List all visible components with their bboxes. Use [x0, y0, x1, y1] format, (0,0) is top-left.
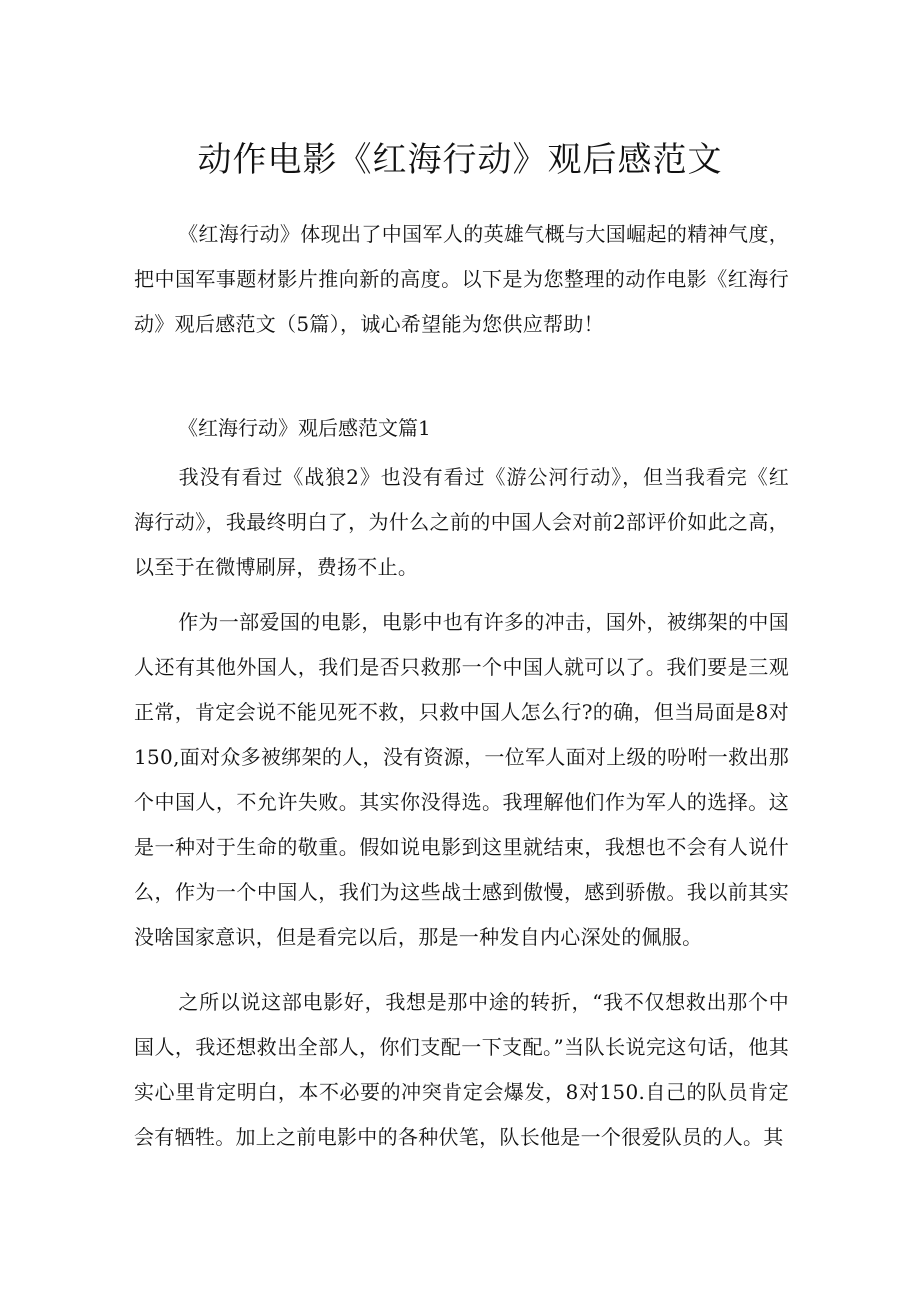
body-paragraph-text: 之所以说这部电影好，我想是那中途的转折，“我不仅想救出那个中国人，我还想救出全部人，你们支配一下支配。”当队长说完这句话，他其实心里肯定明白，本不必要的冲突肯定会爆发，8对150.自己的队员肯定会有牺牲。加上之前电影中的各种伏笔，队长他是一个很爱队员的人。其 — [134, 990, 789, 1149]
body-paragraph-text: 作为一部爱国的电影，电影中也有许多的冲击，国外，被绑架的中国人还有其他外国人，我们是否只救那一个中国人就可以了。我们要是三观正常，肯定会说不能见死不救，只救中国人怎么行?的确，但当局面是8对150,面对众多被绑架的人，没有资源，一位军人面对上级的吩咐一救出那个中国人，不允许失败。其实你没得选。我理解他们作为军人的选择。这是一种对于生命的敬重。假如说电影到这里就结束，我想也不会有人说什么，作为一个中国人，我们为这些战士感到傲慢，感到骄傲。我以前其实没啥国家意识，但是看完以后，那是一种发自内心深处的佩服。 — [134, 610, 789, 949]
body-paragraph-2 — [134, 600, 789, 960]
intro-paragraph — [134, 212, 789, 347]
body-paragraph-3 — [134, 980, 789, 1160]
body-paragraph-text: 我没有看过《战狼2》也没有看过《游公河行动》，但当我看完《红海行动》，我最终明白了，为什么之前的中国人会对前2部评价如此之高，以至于在微博刷屏，费扬不止。 — [134, 465, 789, 579]
body-paragraph-1 — [134, 455, 789, 590]
section-heading: 《红海行动》观后感范文篇1 — [178, 416, 431, 440]
intro-text: 《红海行动》体现出了中国军人的英雄气概与大国崛起的精神气度，把中国军事题材影片推向新的高度。以下是为您整理的动作电影《红海行动》观后感范文（5篇），诚心希望能为您供应帮助！ — [134, 222, 789, 336]
document-title: 动作电影《红海行动》观后感范文 — [197, 140, 723, 180]
